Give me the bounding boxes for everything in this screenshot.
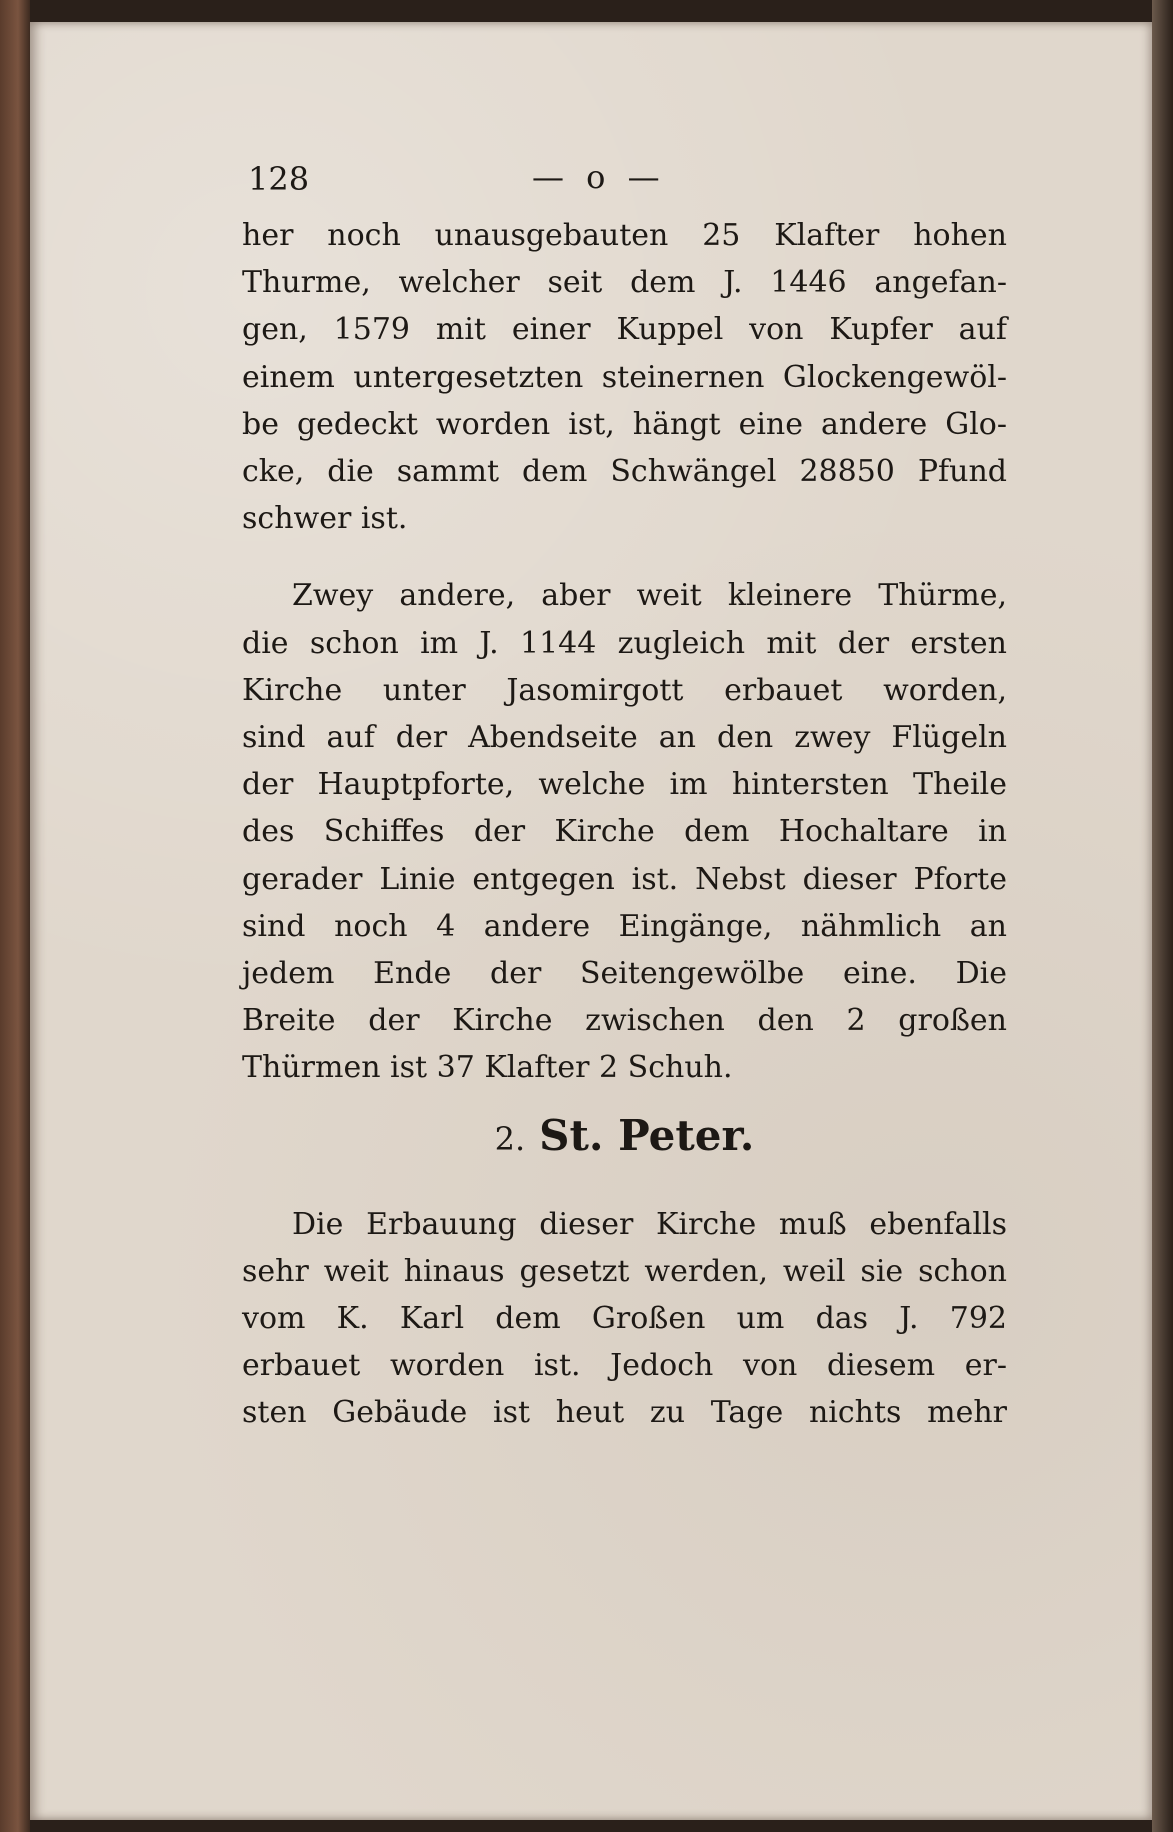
text-line: sind noch 4 andere Eingänge, nähmlich an <box>242 908 1007 944</box>
paragraph-2 <box>242 572 1007 1091</box>
text-line: jedem Ende der Seitengewölbe eine. Die <box>242 956 1007 992</box>
text-line: sind auf der Abendseite an den zwey Flügeln <box>242 720 1007 756</box>
text-line: cke, die sammt dem Schwängel 28850 Pfund <box>242 454 1007 490</box>
section-title: St. Peter. <box>539 1110 755 1160</box>
section-heading <box>242 1106 1007 1169</box>
paragraph-gap <box>242 542 1007 572</box>
text-line: sehr weit hinaus gesetzt werden, weil sie schon <box>242 1253 1007 1289</box>
page-edge <box>1152 0 1173 1832</box>
text-line: einem untergesetzten steinernen Glockengewöl- <box>242 359 1007 395</box>
text-line: sten Gebäude ist heut zu Tage nichts mehr <box>242 1395 1007 1431</box>
text-line: her noch unausgebauten 25 Klafter hohen <box>242 218 1007 253</box>
text-line: Breite der Kirche zwischen den 2 großen <box>242 1003 1007 1039</box>
text-line: gerader Linie entgegen ist. Nebst dieser Pforte <box>242 861 1007 897</box>
text-line: Zwey andere, aber weit kleinere Thürme, <box>292 578 1007 614</box>
page-header <box>242 150 1007 212</box>
text-line: der Hauptpforte, welche im hintersten Theile <box>242 767 1007 803</box>
text-line: Die Erbauung dieser Kirche muß ebenfalls <box>292 1206 1007 1242</box>
paragraph-3 <box>242 1201 1007 1437</box>
section-number: 2. <box>494 1119 526 1158</box>
running-head: — o — <box>532 158 666 196</box>
text-line: erbauet worden ist. Jedoch von diesem er- <box>242 1348 1007 1384</box>
text-line: Thürmen ist 37 Klafter 2 Schuh. <box>242 1050 733 1086</box>
text-line: gen, 1579 mit einer Kuppel von Kupfer auf <box>242 312 1007 348</box>
text-line: Kirche unter Jasomirgott erbauet worden, <box>242 672 1007 708</box>
text-line: des Schiffes der Kirche dem Hochaltare in <box>242 814 1007 850</box>
book-spine <box>0 0 30 1832</box>
paragraph-1 <box>242 212 1007 542</box>
text-line: Thurme, welcher seit dem J. 1446 angefan- <box>242 265 1007 301</box>
text-block <box>242 150 1007 1437</box>
text-line: schwer ist. <box>242 501 408 537</box>
text-line: be gedeckt worden ist, hängt eine andere Glo- <box>242 406 1007 442</box>
page-number: 128 <box>248 160 310 198</box>
text-line: vom K. Karl dem Großen um das J. 792 <box>242 1301 1007 1337</box>
text-line: die schon im J. 1144 zugleich mit der ersten <box>242 625 1007 661</box>
